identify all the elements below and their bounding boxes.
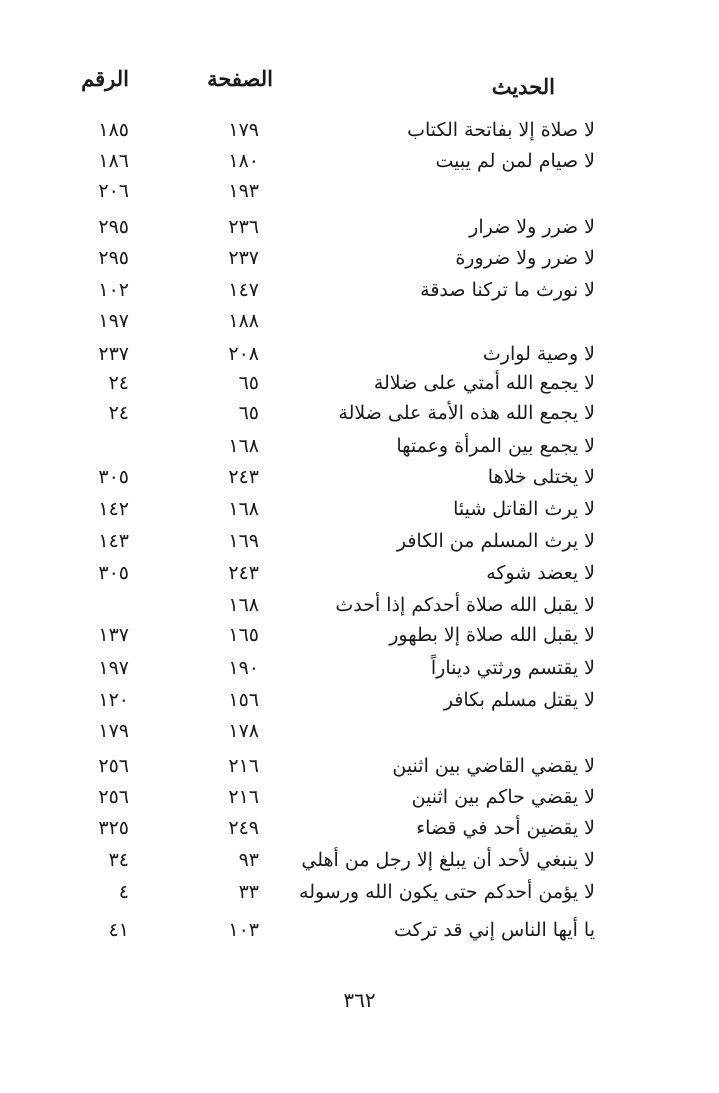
- page-ref: ٢١٦: [228, 755, 259, 777]
- table-row: [0, 243, 719, 273]
- hadith-number: ٢٩٥: [98, 247, 129, 269]
- hadith-number: ٣٠٥: [98, 466, 129, 488]
- table-row: [0, 716, 719, 746]
- table-row: [0, 115, 719, 145]
- table-row: [0, 494, 719, 524]
- table-row: [0, 526, 719, 556]
- page-ref: ١٧٨: [228, 720, 259, 742]
- hadith-text: لا يجمع الله هذه الأمة على ضلالة: [338, 402, 595, 424]
- table-row: [0, 431, 719, 461]
- page-ref: ١٦٨: [228, 435, 259, 457]
- hadith-text: لا يختلى خلاها: [487, 466, 595, 488]
- hadith-text: لا نورث ما تركنا صدقة: [420, 279, 595, 301]
- hadith-text: لا يجمع الله أمتي على ضلالة: [373, 372, 595, 394]
- page-ref: ٢٤٣: [228, 562, 259, 584]
- hadith-text: لا يقتل مسلم بكافر: [443, 689, 595, 711]
- header-number: الرقم: [81, 66, 129, 91]
- hadith-number: ٢٥٦: [98, 755, 129, 777]
- hadith-text: لا ضرر ولا ضرورة: [455, 247, 595, 269]
- page-ref: ١٦٩: [228, 530, 259, 552]
- hadith-text: لا يقبل الله صلاة إلا بطهور: [389, 624, 595, 646]
- table-row: [0, 590, 719, 620]
- table-row: [0, 685, 719, 715]
- page-ref: ١٨٨: [228, 310, 259, 332]
- hadith-text: لا يقضين أحد في قضاء: [416, 817, 595, 839]
- hadith-text: لا يقضي القاضي بين اثنين: [392, 755, 595, 777]
- table-row: [0, 306, 719, 336]
- hadith-text: لا ضرر ولا ضرار: [469, 216, 595, 238]
- page-ref: ٩٣: [238, 849, 259, 871]
- hadith-number: ٣٤: [108, 849, 129, 871]
- hadith-number: ٣٢٥: [98, 817, 129, 839]
- hadith-number: ١٠٢: [98, 279, 129, 301]
- page-ref: ١٦٨: [228, 498, 259, 520]
- hadith-number: ٢٤: [108, 372, 129, 394]
- hadith-text: لا ينبغي لأحد أن يبلغ إلا رجل من أهلي: [301, 849, 595, 871]
- hadith-number: ١٤٢: [98, 498, 129, 520]
- page-ref: ٦٥: [238, 372, 259, 394]
- hadith-number: ١٩٧: [98, 310, 129, 332]
- table-row: [0, 558, 719, 588]
- page-ref: ١٨٠: [228, 150, 259, 172]
- hadith-text: لا يرث المسلم من الكافر: [396, 530, 595, 552]
- table-row: [0, 176, 719, 206]
- hadith-text: لا صيام لمن لم يبيت: [435, 150, 595, 172]
- hadith-number: ٣٠٥: [98, 562, 129, 584]
- table-row: [0, 813, 719, 843]
- page-ref: ١٩٠: [228, 657, 259, 679]
- hadith-text: لا يجمع بين المرأة وعمتها: [396, 435, 595, 457]
- page-ref: ١٦٨: [228, 594, 259, 616]
- hadith-number: ٤١: [108, 919, 129, 941]
- hadith-text: لا يقضي حاكم بين اثنين: [411, 786, 595, 808]
- hadith-text: يا أيها الناس إني قد تركت: [393, 919, 595, 941]
- hadith-number: ٢٩٥: [98, 216, 129, 238]
- page-ref: ١٥٦: [228, 689, 259, 711]
- hadith-text: لا يعضد شوكه: [486, 562, 595, 584]
- hadith-number: ١٧٩: [98, 720, 129, 742]
- table-row: [0, 845, 719, 875]
- table-header: [0, 66, 719, 106]
- page-ref: ٢٤٣: [228, 466, 259, 488]
- hadith-number: ١٨٥: [98, 119, 129, 141]
- table-row: [0, 146, 719, 176]
- page-ref: ١٤٧: [228, 279, 259, 301]
- hadith-number: ١٤٣: [98, 530, 129, 552]
- hadith-number: ٢٣٧: [98, 343, 129, 365]
- table-row: [0, 462, 719, 492]
- table-row: [0, 751, 719, 781]
- table-row: [0, 782, 719, 812]
- page-ref: ٢٣٦: [228, 216, 259, 238]
- page-ref: ١٧٩: [228, 119, 259, 141]
- hadith-text: لا صلاة إلا بفاتحة الكتاب: [407, 119, 595, 141]
- hadith-text: لا يرث القاتل شيئا: [453, 498, 595, 520]
- hadith-text: لا يقبل الله صلاة أحدكم إذا أحدث: [335, 594, 595, 616]
- table-row: [0, 212, 719, 242]
- table-row: [0, 368, 719, 398]
- page-ref: ٢٣٧: [228, 247, 259, 269]
- table-row: [0, 339, 719, 369]
- table-row: [0, 398, 719, 428]
- hadith-number: ٢٤: [108, 402, 129, 424]
- hadith-text: لا وصية لوارث: [482, 343, 595, 365]
- table-row: [0, 915, 719, 945]
- page-ref: ٢٤٩: [228, 817, 259, 839]
- page-ref: ١٩٣: [228, 180, 259, 202]
- table-row: [0, 620, 719, 650]
- hadith-number: ١٣٧: [98, 624, 129, 646]
- page-ref: ٢١٦: [228, 786, 259, 808]
- hadith-number: ١٨٦: [98, 150, 129, 172]
- table-row: [0, 653, 719, 683]
- table-row: [0, 275, 719, 305]
- hadith-text: لا يقتسم ورثتي ديناراً: [430, 657, 595, 679]
- page-ref: ٣٣: [238, 881, 259, 903]
- table-row: [0, 877, 719, 907]
- page-number: ٣٦٢: [343, 988, 376, 1012]
- hadith-number: ٤: [118, 881, 129, 903]
- page-ref: ٢٠٨: [228, 343, 259, 365]
- page-ref: ١٦٥: [228, 624, 259, 646]
- hadith-number: ٢٠٦: [98, 180, 129, 202]
- hadith-number: ٢٥٦: [98, 786, 129, 808]
- header-hadith: الحديث: [491, 74, 555, 99]
- hadith-text: لا يؤمن أحدكم حتى يكون الله ورسوله: [299, 881, 595, 903]
- page-ref: ٦٥: [238, 402, 259, 424]
- hadith-number: ١٩٧: [98, 657, 129, 679]
- page-ref: ١٠٣: [228, 919, 259, 941]
- header-page: الصفحة: [207, 66, 273, 91]
- hadith-number: ١٢٠: [98, 689, 129, 711]
